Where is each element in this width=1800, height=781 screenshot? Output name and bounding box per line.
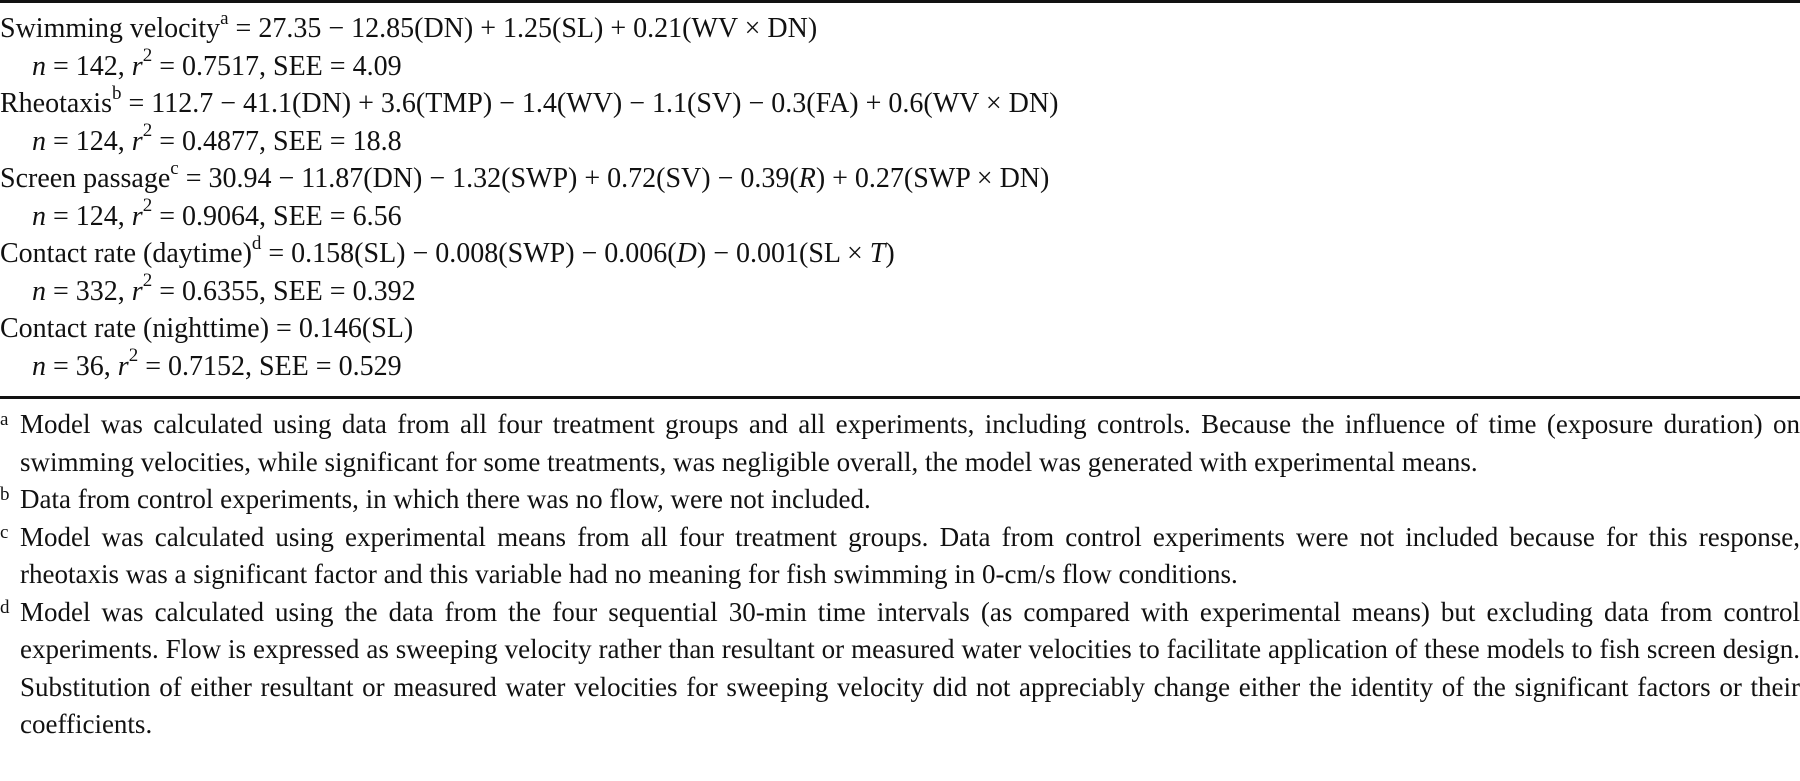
n-symbol: n (32, 350, 46, 382)
r-symbol: r (131, 200, 143, 232)
equals: = (46, 50, 76, 82)
r2-value: 0.6355 (182, 275, 259, 307)
squared: 2 (142, 270, 153, 292)
see-label: , SEE = (259, 50, 353, 82)
footnote-a (0, 406, 1800, 481)
see-label: , SEE = (259, 125, 353, 157)
footnote-mark: b (0, 484, 10, 505)
separator: , (117, 125, 132, 157)
r2-value: 0.7517 (182, 50, 259, 82)
squared: 2 (142, 195, 153, 217)
footnote-ref: d (251, 232, 262, 254)
footnote-text: Model was calculated using the data from the four sequential 30-min time intervals (as compared with experimental means) but excluding data from control experiments. Flow is expressed as sweeping velocity rather than resultant or measured water velocities to facilitate application of these models to fish screen design. Substitution of either resultant or measured water velocities for sweeping velocity did not appreciably change either the identity of the significant factors or their coefficients. (20, 596, 1800, 739)
equation-variable: D (676, 238, 697, 269)
footnote-mark: d (0, 596, 10, 618)
equals: = (152, 200, 182, 232)
equals: = (152, 275, 182, 307)
n-value: 124 (75, 125, 118, 157)
equation-label: Contact rate (daytime) (0, 238, 252, 269)
footnote-mark: a (0, 409, 9, 430)
stats-screen-passage (0, 195, 1800, 236)
equation-swimming-velocity (0, 7, 1800, 48)
r2-value: 0.9064 (182, 200, 259, 232)
squared: 2 (128, 345, 139, 367)
equals: = (138, 350, 168, 382)
separator: , (117, 200, 132, 232)
footnote-c (0, 519, 1800, 594)
equals: = (46, 275, 76, 307)
equation-screen-passage (0, 157, 1800, 198)
equation-rhs-part: = 30.94 − 11.87(DN) − 1.32(SWP) + 0.72(SV) − 0.39( (178, 163, 799, 194)
equation-rheotaxis (0, 82, 1800, 123)
separator: , (103, 350, 118, 382)
see-label: , SEE = (259, 200, 353, 232)
equation-rhs: = 27.35 − 12.85(DN) + 1.25(SL) + 0.21(WV × DN) (228, 13, 818, 44)
table-mid-rule (0, 396, 1800, 399)
r-symbol: r (117, 350, 129, 382)
separator: , (117, 50, 132, 82)
see-value: 18.8 (352, 125, 402, 157)
n-value: 36 (75, 350, 104, 382)
n-symbol: n (32, 50, 46, 82)
see-value: 4.09 (352, 50, 402, 82)
footnote-text: Model was calculated using experimental means from all four treatment groups. Data from control experiments were not included because for this response, rheotaxis was a significant factor and this variable had no meaning for fish swimming in 0-cm/s flow conditions. (20, 521, 1800, 589)
equals: = (152, 50, 182, 82)
r2-value: 0.7152 (168, 350, 245, 382)
footnote-ref: a (220, 7, 229, 29)
n-symbol: n (32, 200, 46, 232)
see-value: 0.392 (352, 275, 416, 307)
stats-swimming-velocity (0, 45, 1800, 86)
equals: = (46, 350, 76, 382)
footnote-b (0, 481, 1800, 519)
equation-variable: R (798, 163, 816, 194)
squared: 2 (142, 45, 153, 67)
stats-contact-rate-nighttime (0, 345, 1800, 386)
regression-equations (0, 7, 1800, 385)
n-symbol: n (32, 125, 46, 157)
footnote-ref: b (112, 82, 122, 104)
equals: = (152, 125, 182, 157)
equation-rhs-part: = 0.158(SL) − 0.008(SWP) − 0.006( (261, 238, 677, 269)
equation-label: Contact rate (nighttime) (0, 313, 270, 344)
footnote-d (0, 594, 1800, 744)
equation-rhs-part: ) − 0.001(SL × (696, 238, 870, 269)
equation-variable: T (869, 238, 886, 269)
table-top-rule (0, 0, 1800, 3)
r-symbol: r (131, 50, 143, 82)
footnote-mark: c (0, 521, 9, 543)
equation-label: Swimming velocity (0, 13, 221, 44)
separator: , (117, 275, 132, 307)
r-symbol: r (131, 275, 143, 307)
equation-rhs-part: ) (885, 238, 895, 269)
r-symbol: r (131, 125, 143, 157)
stats-contact-rate-daytime (0, 270, 1800, 311)
stats-rheotaxis (0, 120, 1800, 161)
equals: = (46, 125, 76, 157)
equation-rhs-part: ) + 0.27(SWP × DN) (815, 163, 1050, 194)
footnote-ref: c (170, 157, 179, 179)
equation-contact-rate-nighttime (0, 310, 1800, 348)
equation-label: Screen passage (0, 163, 171, 194)
footnote-text: Data from control experiments, in which there was no flow, were not included. (20, 484, 871, 514)
n-value: 142 (75, 50, 118, 82)
n-value: 124 (75, 200, 118, 232)
equation-rhs: = 112.7 − 41.1(DN) + 3.6(TMP) − 1.4(WV) − 1.1(SV) − 0.3(FA) + 0.6(WV × DN) (121, 88, 1059, 119)
footnote-text: Model was calculated using data from all four treatment groups and all experiments, including controls. Because the influence of time (exposure duration) on swimming velocities, while significant for some treatments, was negligible overall, the model was generated with experimental means. (20, 409, 1800, 477)
see-value: 6.56 (352, 200, 402, 232)
n-value: 332 (75, 275, 118, 307)
see-value: 0.529 (338, 350, 402, 382)
see-label: , SEE = (259, 275, 353, 307)
r2-value: 0.4877 (182, 125, 259, 157)
table-footnotes (0, 406, 1800, 744)
equation-contact-rate-daytime (0, 232, 1800, 273)
see-label: , SEE = (245, 350, 339, 382)
squared: 2 (142, 120, 153, 142)
equation-label: Rheotaxis (0, 88, 112, 119)
n-symbol: n (32, 275, 46, 307)
equation-rhs: = 0.146(SL) (269, 313, 414, 344)
equals: = (46, 200, 76, 232)
